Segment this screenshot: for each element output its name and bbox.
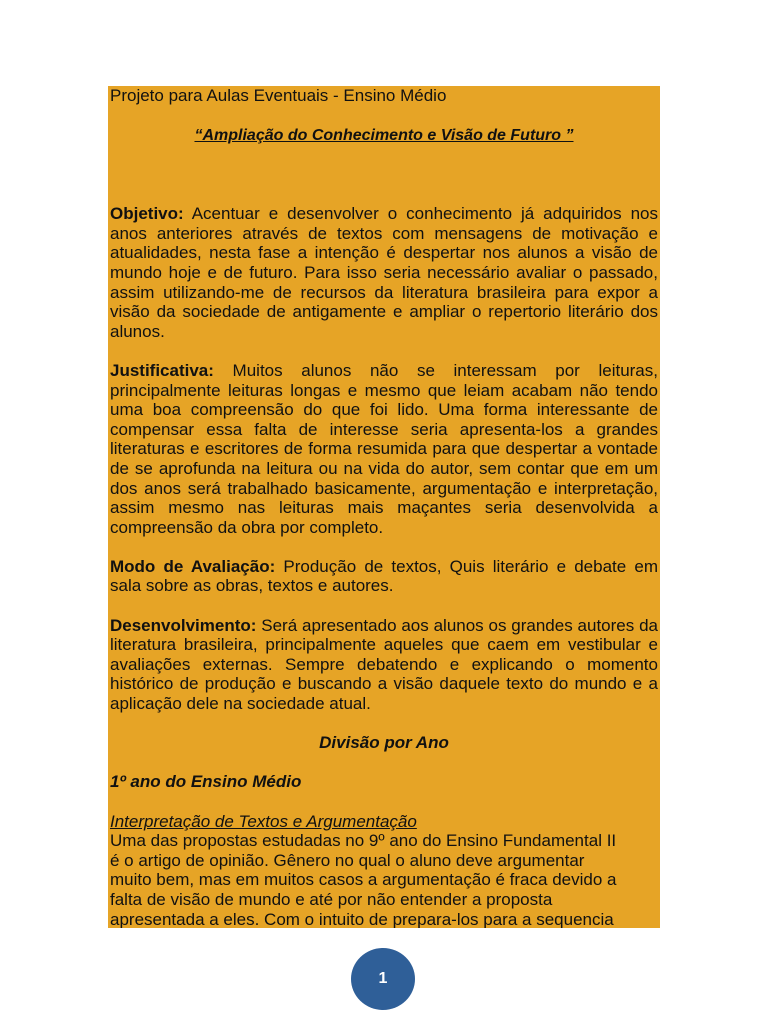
interpretacao-line: é o artigo de opinião. Gênero no qual o aluno deve argumentar: [110, 850, 585, 870]
justificativa-paragraph: [110, 361, 658, 537]
document-page: [108, 86, 660, 928]
desenvolvimento-text: Será apresentado aos alunos os grandes autores da literatura brasileira, principalmente aqueles que caem em vestibular e avaliações externas. Sempre debatendo e explicando o momento histórico de produção e buscando a visão daquele texto do mundo e a aplicação dele na sociedade atual.: [110, 615, 658, 714]
interpretacao-line: apresentada a eles. Com o intuito de prepara-los para a sequencia: [110, 909, 614, 928]
interpretacao-heading: Interpretação de Textos e Argumentação: [110, 811, 417, 831]
document-header: Projeto para Aulas Eventuais - Ensino Médio: [110, 86, 447, 105]
objetivo-label: Objetivo:: [110, 204, 184, 224]
interpretacao-line: muito bem, mas em muitos casos a argumentação é fraca devido a: [110, 870, 617, 890]
desenvolvimento-paragraph: [110, 616, 658, 714]
avaliacao-text: Produção de textos, Quis literário e debate em sala sobre as obras, textos e autores.: [110, 556, 658, 596]
justificativa-label: Justificativa:: [110, 360, 214, 380]
objetivo-paragraph: [110, 204, 658, 341]
avaliacao-paragraph: [110, 557, 658, 596]
ano1-heading: 1º ano do Ensino Médio: [110, 772, 302, 792]
page-number-badge: [351, 948, 415, 1010]
interpretacao-line: Uma das propostas estudadas no 9º ano do Ensino Fundamental II: [110, 831, 617, 851]
interpretacao-line: falta de visão de mundo e até por não entender a proposta: [110, 889, 553, 909]
page-number: 1: [378, 970, 388, 987]
objetivo-text: Acentuar e desenvolver o conhecimento já adquiridos nos anos anteriores através de textos com mensagens de motivação e atualidades, nesta fase a intenção é despertar nos alunos a visão de mundo hoje e de futuro. Para isso seria necessário avaliar o passado, assim utilizando-me de recursos da literatura brasileira para expor a visão da sociedade de antigamente e ampliar o repertorio literário dos alunos.: [110, 204, 658, 341]
justificativa-text: Muitos alunos não se interessam por leituras, principalmente leituras longas e mesmo que leiam acabam não tendo uma boa compreensão do que foi lido. Uma forma interessante de compensar essa falta de interesse seria apresenta-los a grandes literaturas e escritores de forma resumida para que despertar a vontade de se aprofunda na leitura ou na vida do autor, sem contar que em um dos anos será trabalhado basicamente, argumentação e interpretação, assim mesmo nas leituras mais maçantes seria desenvolvida a compreensão da obra por completo.: [110, 360, 658, 537]
divisao-heading: Divisão por Ano: [319, 733, 449, 753]
desenvolvimento-label: Desenvolvimento:: [110, 615, 257, 635]
avaliacao-label: Modo de Avaliação:: [110, 556, 276, 576]
document-title: “Ampliação do Conhecimento e Visão de Futuro ”: [194, 126, 574, 144]
